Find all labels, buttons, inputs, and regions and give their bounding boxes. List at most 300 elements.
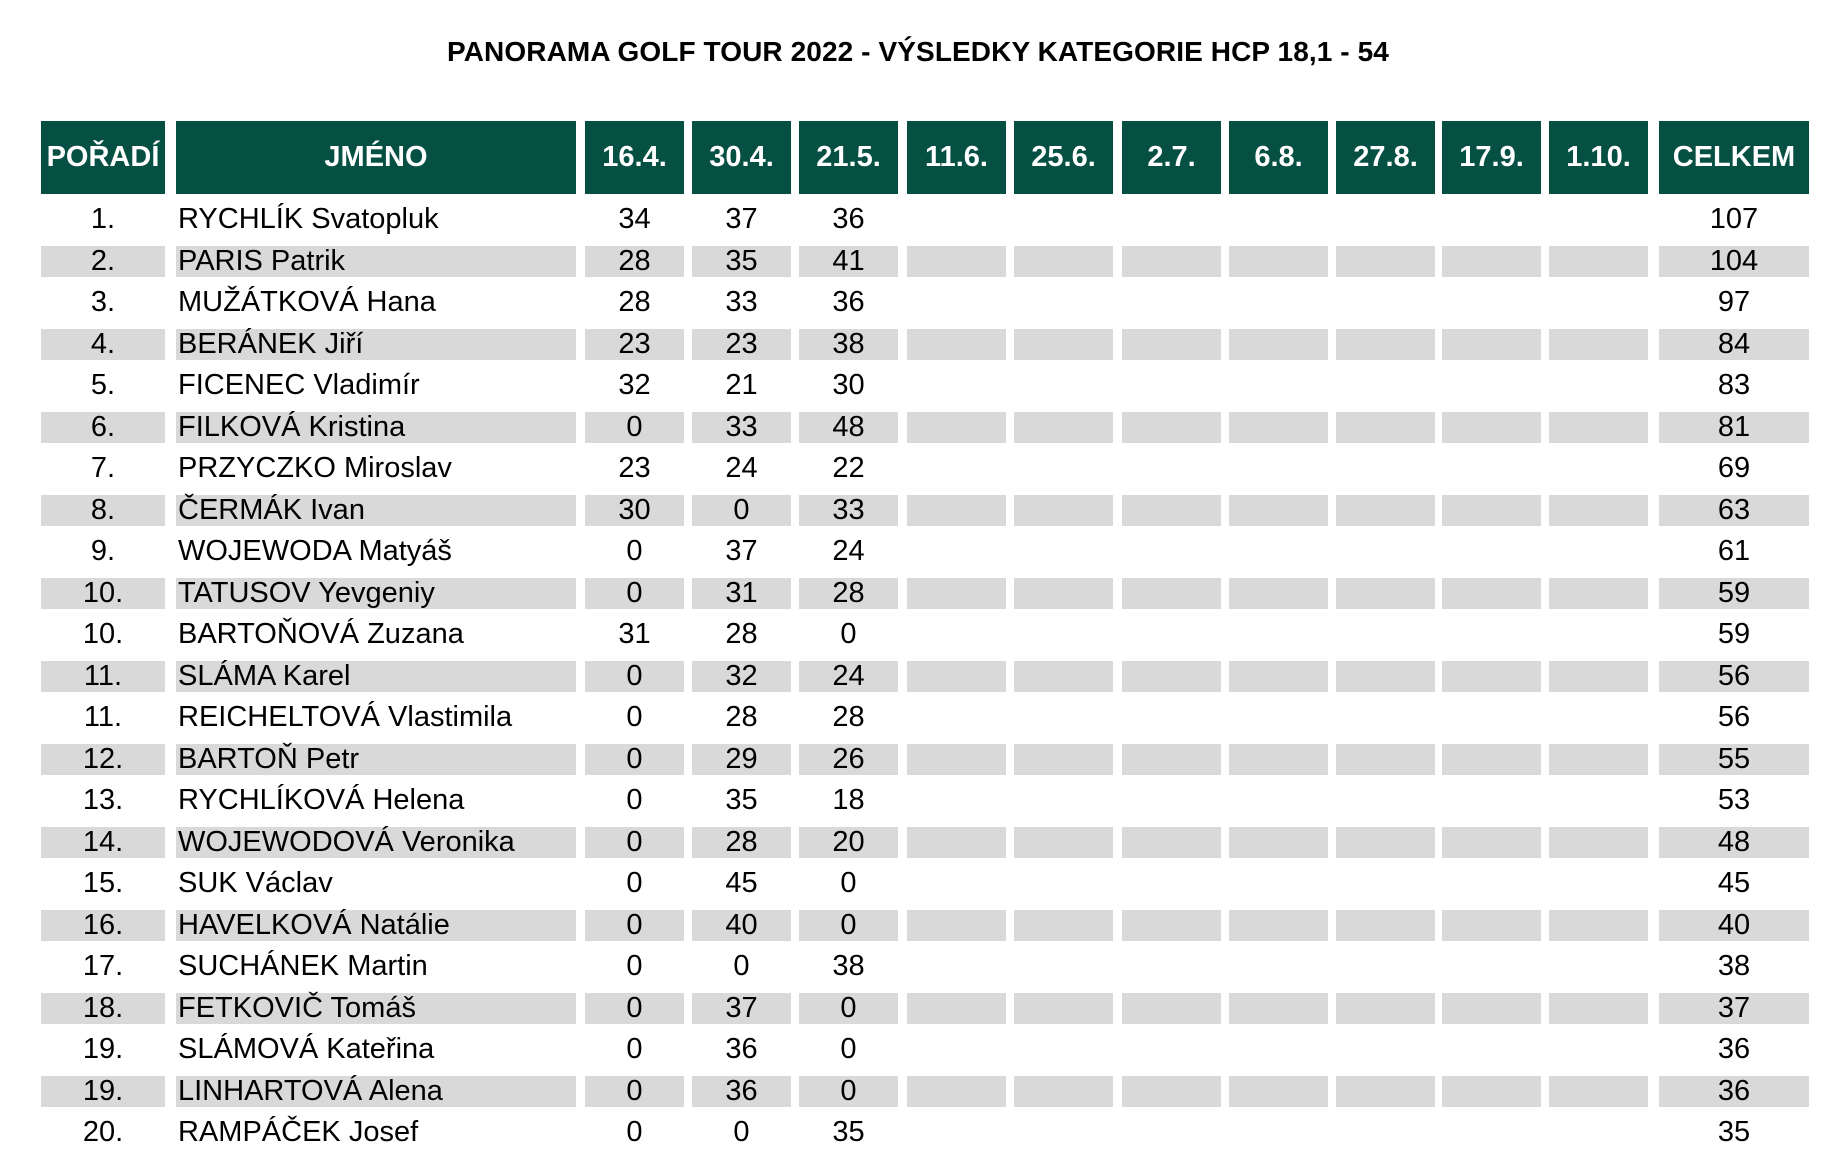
round-score-cell [907,370,1006,401]
round-score-cell [1336,536,1435,567]
round-score-cell: 31 [692,578,791,609]
column-header-round-3: 21.5. [799,121,898,194]
round-score-cell: 37 [725,535,758,567]
round-score-cell: 0 [692,495,791,526]
round-score-cell [1229,744,1328,775]
player-name-cell: REICHELTOVÁ Vlastimila [178,701,513,733]
table-row [41,447,1809,489]
round-score-cell [1442,661,1541,692]
round-score-cell [1549,785,1648,816]
round-score-cell [1122,536,1221,567]
rank-cell: 10. [41,578,165,609]
table-row [41,406,1809,448]
round-score-cell [1122,1076,1221,1107]
round-score-cell: 23 [585,329,684,360]
column-header-round-4: 11.6. [907,121,1006,194]
round-score-cell [1549,827,1648,858]
round-score-cell [1122,412,1221,443]
round-score-cell: 40 [692,910,791,941]
round-score-cell: 0 [626,867,643,899]
round-score-cell [1549,744,1648,775]
round-score-cell: 32 [618,369,651,401]
rank-cell: 16. [41,910,165,941]
total-score-cell: 36 [1659,1076,1809,1107]
rank-cell: 9. [90,535,116,567]
round-score-cell [907,1117,1006,1148]
round-score-cell [1549,1076,1648,1107]
table-row [41,1070,1809,1112]
round-score-cell [1229,495,1328,526]
total-score-cell: 63 [1659,495,1809,526]
round-score-cell [907,868,1006,899]
round-score-cell [1442,868,1541,899]
round-score-cell [1229,412,1328,443]
round-score-cell: 34 [618,203,651,235]
round-score-cell [1549,1117,1648,1148]
round-score-cell [1336,619,1435,650]
round-score-cell [1122,993,1221,1024]
rank-cell: 19. [41,1076,165,1107]
round-score-cell [1229,619,1328,650]
round-score-cell [1336,329,1435,360]
round-score-cell: 48 [799,412,898,443]
round-score-cell [1229,453,1328,484]
round-score-cell [1336,661,1435,692]
round-score-cell [1229,1034,1328,1065]
round-score-cell: 0 [585,744,684,775]
round-score-cell [907,993,1006,1024]
table-row [41,655,1809,697]
round-score-cell [1336,910,1435,941]
round-score-cell: 0 [799,993,898,1024]
rank-cell: 3. [90,286,116,318]
round-score-cell [1229,1117,1328,1148]
round-score-cell [1014,204,1113,235]
round-score-cell [1122,1034,1221,1065]
rank-cell: 13. [82,784,124,816]
round-score-cell [1014,329,1113,360]
round-score-cell [907,1034,1006,1065]
round-score-cell [1442,910,1541,941]
round-score-cell [1014,287,1113,318]
player-name-cell: LINHARTOVÁ Alena [176,1076,576,1107]
round-score-cell: 28 [692,827,791,858]
rank-cell: 8. [41,495,165,526]
rank-cell: 20. [82,1116,124,1148]
round-score-cell [1336,495,1435,526]
round-score-cell [1336,370,1435,401]
round-score-cell: 0 [585,910,684,941]
round-score-cell [1336,412,1435,443]
round-score-cell [907,412,1006,443]
total-score-cell: 59 [1659,578,1809,609]
round-score-cell [1549,993,1648,1024]
round-score-cell: 36 [832,203,865,235]
table-header-row [41,121,1809,194]
round-score-cell [907,329,1006,360]
round-score-cell [1442,578,1541,609]
round-score-cell [1229,536,1328,567]
round-score-cell [1014,868,1113,899]
total-score-cell: 81 [1659,412,1809,443]
player-name-cell: HAVELKOVÁ Natálie [176,910,576,941]
total-score-cell: 45 [1717,867,1751,899]
rank-cell: 10. [82,618,124,650]
round-score-cell [1442,702,1541,733]
player-name-cell: BARTOŇ Petr [176,744,576,775]
round-score-cell: 29 [692,744,791,775]
round-score-cell: 0 [585,827,684,858]
round-score-cell: 36 [725,1033,758,1065]
player-name-cell: SUK Václav [178,867,333,899]
column-header-round-1: 16.4. [585,121,684,194]
round-score-cell [907,910,1006,941]
round-score-cell: 33 [725,286,758,318]
column-header-round-10: 1.10. [1549,121,1648,194]
round-score-cell: 28 [832,701,865,733]
rank-cell: 12. [41,744,165,775]
round-score-cell [1442,536,1541,567]
round-score-cell [1336,951,1435,982]
results-table [41,121,1809,1153]
round-score-cell: 0 [840,618,857,650]
round-score-cell [1014,993,1113,1024]
player-name-cell: FETKOVIČ Tomáš [176,993,576,1024]
round-score-cell [1014,536,1113,567]
rank-cell: 6. [41,412,165,443]
round-score-cell [1122,1117,1221,1148]
round-score-cell [1336,287,1435,318]
round-score-cell [907,619,1006,650]
player-name-cell: PRZYCZKO Miroslav [178,452,452,484]
player-name-cell: MUŽÁTKOVÁ Hana [178,286,436,318]
round-score-cell [1442,287,1541,318]
rank-cell: 7. [90,452,116,484]
total-score-cell: 61 [1717,535,1751,567]
round-score-cell [1229,287,1328,318]
round-score-cell [1014,661,1113,692]
round-score-cell [1549,702,1648,733]
round-score-cell [1336,578,1435,609]
round-score-cell: 28 [618,286,651,318]
round-score-cell [1122,495,1221,526]
table-row [41,240,1809,282]
round-score-cell [1014,1076,1113,1107]
round-score-cell [907,204,1006,235]
rank-cell: 5. [90,369,116,401]
round-score-cell [1122,204,1221,235]
round-score-cell [1336,453,1435,484]
round-score-cell [1336,702,1435,733]
round-score-cell [1336,246,1435,277]
round-score-cell [1122,578,1221,609]
round-score-cell: 0 [840,1033,857,1065]
round-score-cell [1122,702,1221,733]
table-row [41,945,1809,987]
round-score-cell [907,453,1006,484]
round-score-cell [907,661,1006,692]
round-score-cell [1014,453,1113,484]
round-score-cell [907,287,1006,318]
round-score-cell: 37 [692,993,791,1024]
round-score-cell [1442,785,1541,816]
column-header-round-8: 27.8. [1336,121,1435,194]
round-score-cell [907,1076,1006,1107]
round-score-cell [1229,910,1328,941]
round-score-cell [1442,246,1541,277]
round-score-cell [1336,744,1435,775]
round-score-cell: 33 [692,412,791,443]
column-header-round-5: 25.6. [1014,121,1113,194]
rank-cell: 19. [82,1033,124,1065]
table-row [41,862,1809,904]
round-score-cell [1229,951,1328,982]
player-name-cell: RYCHLÍK Svatopluk [178,203,439,235]
round-score-cell: 32 [692,661,791,692]
round-score-cell: 0 [585,412,684,443]
table-row [41,489,1809,531]
round-score-cell [907,785,1006,816]
round-score-cell [1442,412,1541,443]
round-score-cell [1014,370,1113,401]
total-score-cell: 40 [1659,910,1809,941]
round-score-cell [1442,1117,1541,1148]
round-score-cell: 28 [799,578,898,609]
round-score-cell [1014,910,1113,941]
round-score-cell [1122,785,1221,816]
round-score-cell [1549,1034,1648,1065]
round-score-cell: 0 [626,950,643,982]
player-name-cell: RAMPÁČEK Josef [178,1116,419,1148]
round-score-cell: 35 [832,1116,865,1148]
round-score-cell: 0 [626,1116,643,1148]
player-name-cell: BARTOŇOVÁ Zuzana [178,618,464,650]
round-score-cell [1122,370,1221,401]
round-score-cell [1122,951,1221,982]
column-header-name: JMÉNO [176,121,576,194]
round-score-cell: 37 [725,203,758,235]
round-score-cell [1549,204,1648,235]
round-score-cell [1014,827,1113,858]
table-row [41,198,1809,240]
total-score-cell: 36 [1717,1033,1751,1065]
round-score-cell [1336,993,1435,1024]
round-score-cell: 38 [799,329,898,360]
player-name-cell: FICENEC Vladimír [178,369,420,401]
round-score-cell [1229,329,1328,360]
round-score-cell [907,578,1006,609]
round-score-cell [1549,453,1648,484]
round-score-cell: 30 [585,495,684,526]
round-score-cell: 24 [832,535,865,567]
round-score-cell [1229,578,1328,609]
round-score-cell [907,951,1006,982]
round-score-cell [1229,370,1328,401]
round-score-cell [907,702,1006,733]
total-score-cell: 35 [1717,1116,1751,1148]
table-row [41,738,1809,780]
round-score-cell [1549,619,1648,650]
round-score-cell: 0 [733,1116,750,1148]
total-score-cell: 53 [1717,784,1751,816]
total-score-cell: 56 [1659,661,1809,692]
round-score-cell [1014,702,1113,733]
rank-cell: 17. [82,950,124,982]
player-name-cell: BERÁNEK Jiří [176,329,576,360]
player-name-cell: SUCHÁNEK Martin [178,950,428,982]
round-score-cell [1229,246,1328,277]
round-score-cell [1014,951,1113,982]
round-score-cell: 26 [799,744,898,775]
table-row [41,613,1809,655]
round-score-cell [1336,1117,1435,1148]
round-score-cell: 0 [626,1033,643,1065]
round-score-cell [1442,1076,1541,1107]
round-score-cell [1549,578,1648,609]
round-score-cell: 24 [799,661,898,692]
total-score-cell: 104 [1659,246,1809,277]
round-score-cell: 0 [626,701,643,733]
round-score-cell: 45 [725,867,758,899]
round-score-cell [907,495,1006,526]
column-header-rank: POŘADÍ [41,121,165,194]
round-score-cell [1442,453,1541,484]
round-score-cell [1442,370,1541,401]
round-score-cell: 35 [692,246,791,277]
round-score-cell [1014,619,1113,650]
round-score-cell [1549,536,1648,567]
player-name-cell: SLÁMA Karel [176,661,576,692]
round-score-cell [1549,412,1648,443]
round-score-cell [1442,827,1541,858]
column-header-round-7: 6.8. [1229,121,1328,194]
table-row [41,987,1809,1029]
round-score-cell: 38 [832,950,865,982]
round-score-cell [1442,1034,1541,1065]
round-score-cell [1014,578,1113,609]
total-score-cell: 48 [1659,827,1809,858]
round-score-cell [1229,702,1328,733]
column-header-total: CELKEM [1659,121,1809,194]
round-score-cell: 23 [618,452,651,484]
round-score-cell [1229,827,1328,858]
round-score-cell: 0 [799,1076,898,1107]
total-score-cell: 107 [1709,203,1759,235]
round-score-cell [1122,910,1221,941]
total-score-cell: 38 [1717,950,1751,982]
table-row [41,904,1809,946]
table-row [41,1111,1809,1153]
round-score-cell: 0 [585,1076,684,1107]
round-score-cell [1014,495,1113,526]
table-row [41,323,1809,365]
round-score-cell [1336,1034,1435,1065]
round-score-cell [1122,287,1221,318]
round-score-cell: 36 [832,286,865,318]
round-score-cell [1229,993,1328,1024]
round-score-cell [1122,246,1221,277]
round-score-cell: 23 [692,329,791,360]
player-name-cell: RYCHLÍKOVÁ Helena [178,784,465,816]
player-name-cell: ČERMÁK Ivan [176,495,576,526]
round-score-cell: 28 [585,246,684,277]
round-score-cell [1442,329,1541,360]
table-row [41,364,1809,406]
round-score-cell: 0 [585,578,684,609]
round-score-cell [1229,1076,1328,1107]
player-name-cell: FILKOVÁ Kristina [176,412,576,443]
round-score-cell [1122,744,1221,775]
table-row [41,1028,1809,1070]
round-score-cell [907,744,1006,775]
round-score-cell: 18 [832,784,865,816]
round-score-cell [1442,619,1541,650]
total-score-cell: 55 [1659,744,1809,775]
round-score-cell [1442,204,1541,235]
rank-cell: 14. [41,827,165,858]
round-score-cell [1336,785,1435,816]
player-name-cell: SLÁMOVÁ Kateřina [178,1033,435,1065]
round-score-cell [1014,412,1113,443]
column-header-round-6: 2.7. [1122,121,1221,194]
round-score-cell: 0 [626,535,643,567]
round-score-cell [1549,661,1648,692]
round-score-cell [1014,785,1113,816]
table-row [41,281,1809,323]
round-score-cell [1336,204,1435,235]
round-score-cell: 0 [585,993,684,1024]
page-title: PANORAMA GOLF TOUR 2022 - VÝSLEDKY KATEGORIE HCP 18,1 - 54 [447,36,1389,67]
table-row [41,530,1809,572]
total-score-cell: 69 [1717,452,1751,484]
round-score-cell [1549,287,1648,318]
round-score-cell [1122,453,1221,484]
round-score-cell [1122,661,1221,692]
total-score-cell: 84 [1659,329,1809,360]
player-name-cell: PARIS Patrik [176,246,576,277]
round-score-cell: 0 [799,910,898,941]
round-score-cell: 0 [840,867,857,899]
round-score-cell: 30 [832,369,865,401]
player-name-cell: WOJEWODOVÁ Veronika [176,827,576,858]
round-score-cell [1549,495,1648,526]
round-score-cell [1549,868,1648,899]
round-score-cell [1229,785,1328,816]
round-score-cell: 20 [799,827,898,858]
round-score-cell: 35 [725,784,758,816]
round-score-cell [1229,661,1328,692]
round-score-cell [907,246,1006,277]
rank-cell: 18. [41,993,165,1024]
round-score-cell: 24 [725,452,758,484]
table-row [41,696,1809,738]
round-score-cell [1014,1117,1113,1148]
table-row [41,779,1809,821]
round-score-cell [1014,1034,1113,1065]
player-name-cell: TATUSOV Yevgeniy [176,578,576,609]
round-score-cell [1442,993,1541,1024]
round-score-cell [1549,951,1648,982]
round-score-cell [1014,744,1113,775]
round-score-cell [1122,827,1221,858]
total-score-cell: 83 [1717,369,1751,401]
table-body [41,194,1809,1153]
player-name-cell: WOJEWODA Matyáš [178,535,452,567]
round-score-cell [1229,868,1328,899]
round-score-cell: 0 [585,661,684,692]
round-score-cell: 31 [618,618,651,650]
round-score-cell [1442,744,1541,775]
